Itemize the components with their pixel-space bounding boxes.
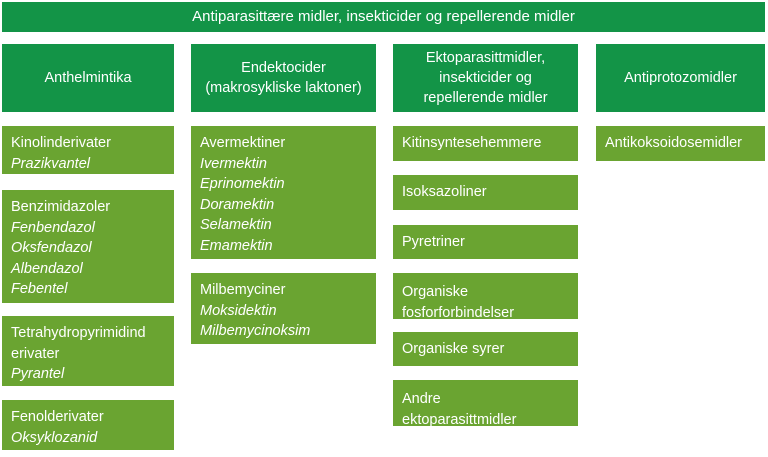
header-line: repellerende midler bbox=[423, 90, 548, 106]
group-name: Kitinsyntesehemmere bbox=[402, 135, 542, 152]
group-member: Oksfendazol bbox=[11, 240, 92, 256]
group-name: Pyretriner bbox=[402, 233, 465, 250]
column-header-endektocider bbox=[191, 44, 376, 112]
group-fenolderivater bbox=[2, 400, 174, 450]
group-name: Antikoksoidosemidler bbox=[605, 135, 743, 152]
header-line: Ektoparasittmidler, bbox=[425, 50, 546, 66]
header-line: Endektocider bbox=[241, 60, 326, 76]
header-line: Anthelmintika bbox=[44, 70, 132, 86]
group-member: Milbemycinoksim bbox=[200, 323, 311, 339]
group-name: Fenolderivater bbox=[11, 409, 104, 425]
group-name: Organiske syrer bbox=[402, 340, 505, 357]
group-name: fosforforbindelser bbox=[402, 304, 515, 321]
column-header-ektoparasittmidler bbox=[393, 44, 578, 112]
group-andre-ektoparasittmidler bbox=[393, 380, 578, 426]
group-organiske-syrer bbox=[393, 332, 578, 366]
group-member: Moksidektin bbox=[200, 302, 277, 319]
group-name: Andre bbox=[402, 391, 441, 407]
group-pyretriner bbox=[393, 225, 578, 259]
group-name: Avermektiner bbox=[200, 135, 286, 151]
group-member: Emamektin bbox=[200, 237, 273, 254]
group-member: Albendazol bbox=[11, 260, 83, 277]
group-member: Pyrantel bbox=[11, 366, 65, 382]
group-avermektiner bbox=[191, 126, 376, 259]
group-member: Ivermektin bbox=[200, 155, 267, 172]
group-antikoksoidosemidler bbox=[596, 126, 765, 161]
column-header-antiprotozomidler bbox=[596, 44, 765, 112]
group-name: ektoparasittmidler bbox=[402, 411, 517, 428]
group-organiske-fosforforbindelser bbox=[393, 273, 578, 319]
header-line: Antiprotozomidler bbox=[624, 70, 737, 86]
group-name: Tetrahydropyrimidind bbox=[11, 325, 146, 341]
group-name: Isoksazoliner bbox=[402, 184, 487, 201]
column-header-anthelmintika bbox=[2, 44, 174, 112]
group-member: Doramektin bbox=[200, 196, 275, 213]
group-member: Eprinomektin bbox=[200, 176, 285, 192]
group-tetrahydropyrimidinderivater bbox=[2, 316, 174, 386]
group-member: Prazikvantel bbox=[11, 155, 90, 172]
group-member: Febentel bbox=[11, 281, 68, 297]
group-name: erivater bbox=[11, 345, 60, 362]
header-line: (makrosykliske laktoner) bbox=[205, 80, 362, 96]
group-member: Selamektin bbox=[200, 217, 272, 233]
group-name: Organiske bbox=[402, 284, 469, 300]
group-kinolinderivater bbox=[2, 126, 174, 174]
group-kitinsyntesehemmere bbox=[393, 126, 578, 161]
group-member: Fenbendazol bbox=[11, 219, 95, 236]
group-name: Benzimidazoler bbox=[11, 199, 111, 215]
group-milbemyciner bbox=[191, 273, 376, 344]
group-benzimidazoler bbox=[2, 190, 174, 303]
diagram-title: Antiparasittære midler, insekticider og repellerende midler bbox=[2, 2, 765, 32]
group-name: Milbemyciner bbox=[200, 282, 286, 298]
header-line: insekticider og bbox=[439, 70, 532, 86]
group-isoksazoliner bbox=[393, 175, 578, 210]
group-member: Oksyklozanid bbox=[11, 429, 98, 446]
group-name: Kinolinderivater bbox=[11, 135, 111, 151]
